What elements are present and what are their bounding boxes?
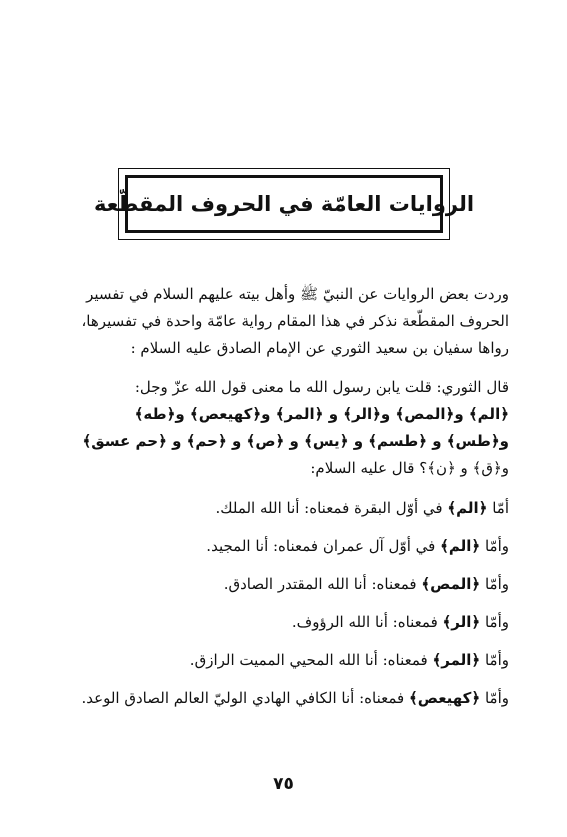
question-line-2: ﴿الم﴾ و﴿المص﴾ و﴿الر﴾ و ﴿المر﴾ و﴿كهيعص﴾ و﴿طه﴾ (134, 405, 509, 423)
answer-prefix: وأمّا (480, 575, 509, 593)
answer-letters: ﴿الم﴾ (440, 537, 481, 555)
intro-line-2: الحروف المقطّعة نذكر في هذا المقام رواية عامّة واحدة في تفسيرها، (81, 312, 509, 330)
question-paragraph (57, 374, 509, 482)
question-line-1: قال الثوري: قلت يابن رسول الله ما معنى قول الله عزّ وجل: (134, 378, 509, 396)
answer-text: فمعناه: أنا الله المقتدر الصادق. (223, 575, 422, 593)
section-title: الروايات العامّة في الحروف المقطّعة (93, 192, 475, 216)
answer-text: في أوّل البقرة فمعناه: أنا الله الملك. (215, 499, 448, 517)
answer-text: فمعناه: أنا الكافي الهادي الوليّ العالم الصادق الوعد. (81, 689, 409, 707)
answer-letters: ﴿المر﴾ (432, 651, 481, 669)
answer-prefix: وأمّا (480, 537, 509, 555)
answer-letters: ﴿الر﴾ (442, 613, 481, 631)
intro-paragraph (57, 281, 509, 362)
title-frame (93, 168, 475, 240)
answer-text: فمعناه: أنا الله المحيي المميت الرازق. (189, 651, 433, 669)
answer-prefix: وأمّا (480, 613, 509, 631)
answer-letters: ﴿كهيعص﴾ (408, 689, 481, 707)
page-number: ٧٥ (273, 774, 294, 794)
answer-item (57, 533, 509, 560)
answer-item (57, 647, 509, 674)
answer-item (57, 495, 509, 522)
intro-line-3: رواها سفيان بن سعيد الثوري عن الإمام الصادق عليه السلام : (130, 339, 509, 357)
answer-text: فمعناه: أنا الله الرؤوف. (291, 613, 443, 631)
answer-item (57, 609, 509, 636)
answer-prefix: وأمّا (480, 651, 509, 669)
answer-text: في أوّل آل عمران فمعناه: أنا المجيد. (206, 537, 441, 555)
answer-letters: ﴿الم﴾ (447, 499, 488, 517)
answer-item (57, 685, 509, 712)
answer-prefix: وأمّا (480, 689, 509, 707)
question-line-3: و﴿طس﴾ و ﴿طسم﴾ و ﴿يس﴾ و ﴿ص﴾ و ﴿حم﴾ و ﴿حم عسق﴾ (82, 432, 509, 450)
answer-item (57, 571, 509, 598)
question-line-4: و﴿ق﴾ و ﴿ن﴾؟ قال عليه السلام: (310, 459, 509, 477)
answers-list (57, 495, 509, 712)
answer-letters: ﴿المص﴾ (421, 575, 481, 593)
answer-prefix: أمّا (487, 499, 509, 517)
title-inner-border (93, 175, 475, 233)
intro-line-1: وردت بعض الروايات عن النبيّ ﷺ وأهل بيته عليهم السلام في تفسير (86, 285, 509, 303)
